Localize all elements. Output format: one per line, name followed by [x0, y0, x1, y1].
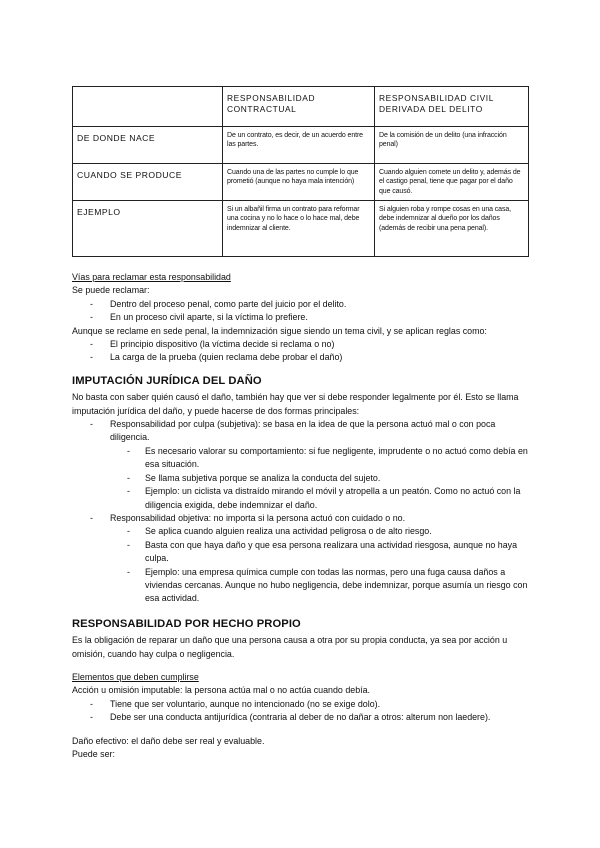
- vias-list: [72, 298, 528, 325]
- row-label: EJEMPLO: [73, 201, 223, 257]
- list-item: - Ejemplo: un ciclista va distraído mirando el móvil y atropella a un peatón. Como no actuó con la diligencia exigida, debe indemnizar el daño.: [72, 485, 528, 512]
- subjetiva-label: Responsabilidad por culpa (subjetiva): se basa en la idea de que la persona actuó mal o con poca diligencia.: [110, 419, 496, 443]
- list-item: - La carga de la prueba (quien reclama debe probar el daño): [72, 351, 528, 364]
- elementos-title: Elementos que deben cumplirse: [72, 671, 199, 682]
- list-item-subjetiva: [72, 418, 528, 445]
- spacer: [72, 725, 528, 735]
- table-header-row: [73, 87, 529, 127]
- list-item: - Dentro del proceso penal, como parte del juicio por el delito.: [72, 298, 528, 311]
- list-item: - Se llama subjetiva porque se analiza la conducta del sujeto.: [72, 472, 528, 485]
- list-item: - Debe ser una conducta antijurídica (contraria al deber de no dañar a otros: alterum non laedere).: [72, 711, 528, 724]
- propio-heading: RESPONSABILIDAD POR HECHO PROPIO: [72, 617, 301, 630]
- list-item: - Basta con que haya daño y que esa persona realizara una actividad riesgosa, aunque no haya culpa.: [72, 539, 528, 566]
- imputacion-heading: IMPUTACIÓN JURÍDICA DEL DAÑO: [72, 374, 262, 387]
- list-item: - En un proceso civil aparte, si la víctima lo prefiere.: [72, 311, 528, 324]
- list-item-objetiva: [72, 512, 528, 525]
- vias-intro: Se puede reclamar:: [72, 285, 150, 296]
- vias-aunque: Aunque se reclame en sede penal, la indemnización sigue siendo un tema civil, y se aplican reglas como:: [72, 325, 487, 336]
- elementos-list: [72, 698, 528, 725]
- cell-contractual: De un contrato, es decir, de un acuerdo entre las partes.: [223, 127, 375, 164]
- objetiva-sublist: [72, 525, 528, 605]
- subjetiva-sublist: [72, 445, 528, 512]
- imputacion-intro: No basta con saber quién causó el daño, también hay que ver si debe responder legalmente por él. Esto se llama imputación jurídica del daño, y puede hacerse de dos formas principales:: [72, 392, 519, 416]
- imputacion-list: [72, 418, 528, 445]
- list-item: - Es necesario valorar su comportamiento: si fue negligente, imprudente o no actuó como debía en esa situación.: [72, 445, 528, 472]
- cell-delito: Si alguien roba y rompe cosas en una casa, debe indemnizar al dueño por los daños (además de recibir una pena penal).: [375, 201, 529, 257]
- list-item: - El principio dispositivo (la víctima decide si reclama o no): [72, 338, 528, 351]
- table-row: [73, 164, 529, 201]
- table-row: [73, 127, 529, 164]
- cell-contractual: Cuando una de las partes no cumple lo que prometió (aunque no haya mala intención): [223, 164, 375, 201]
- elementos-puede: Puede ser:: [72, 749, 115, 759]
- comparison-table: [72, 86, 529, 257]
- document-page: [72, 86, 528, 761]
- elementos-dano: Daño efectivo: el daño debe ser real y evaluable.: [72, 735, 265, 746]
- cell-delito: Cuando alguien comete un delito y, además de el castigo penal, tiene que pagar por el daño que causó.: [375, 164, 529, 201]
- cell-contractual: Si un albañil firma un contrato para reformar una cocina y no lo hace o lo hace mal, debe indemnizar al cliente.: [223, 201, 375, 257]
- cell-delito: De la comisión de un delito (una infracción penal): [375, 127, 529, 164]
- document-body: [72, 271, 528, 761]
- imputacion-list-2: [72, 512, 528, 525]
- list-item: - Se aplica cuando alguien realiza una actividad peligrosa o de alto riesgo.: [72, 525, 528, 538]
- table-header-empty: [73, 87, 223, 127]
- objetiva-label: Responsabilidad objetiva: no importa si la persona actuó con cuidado o no.: [110, 512, 406, 523]
- table-header-delito: RESPONSABILIDAD CIVIL DERIVADA DEL DELITO: [375, 87, 529, 127]
- propio-intro: Es la obligación de reparar un daño que una persona causa a otra por su propia conducta, ya sea por acción u omisión, cuando hay culpa o negligencia.: [72, 635, 508, 659]
- list-item: - Tiene que ser voluntario, aunque no intencionado (no se exige dolo).: [72, 698, 528, 711]
- reglas-list: [72, 338, 528, 365]
- table-row: [73, 201, 529, 257]
- list-item: - Ejemplo: una empresa química cumple con todas las normas, pero una fuga causa daños a viviendas cercanas. Aunque no hubo negligencia, debe indemnizar, porque asumía un riesgo con esa actividad.: [72, 566, 528, 606]
- row-label: CUANDO SE PRODUCE: [73, 164, 223, 201]
- spacer: [72, 661, 528, 671]
- table-header-contractual: RESPONSABILIDAD CONTRACTUAL: [223, 87, 375, 127]
- vias-title: Vías para reclamar esta responsabilidad: [72, 272, 231, 282]
- row-label: DE DONDE NACE: [73, 127, 223, 164]
- elementos-accion: Acción u omisión imputable: la persona actúa mal o no actúa cuando debía.: [72, 685, 370, 696]
